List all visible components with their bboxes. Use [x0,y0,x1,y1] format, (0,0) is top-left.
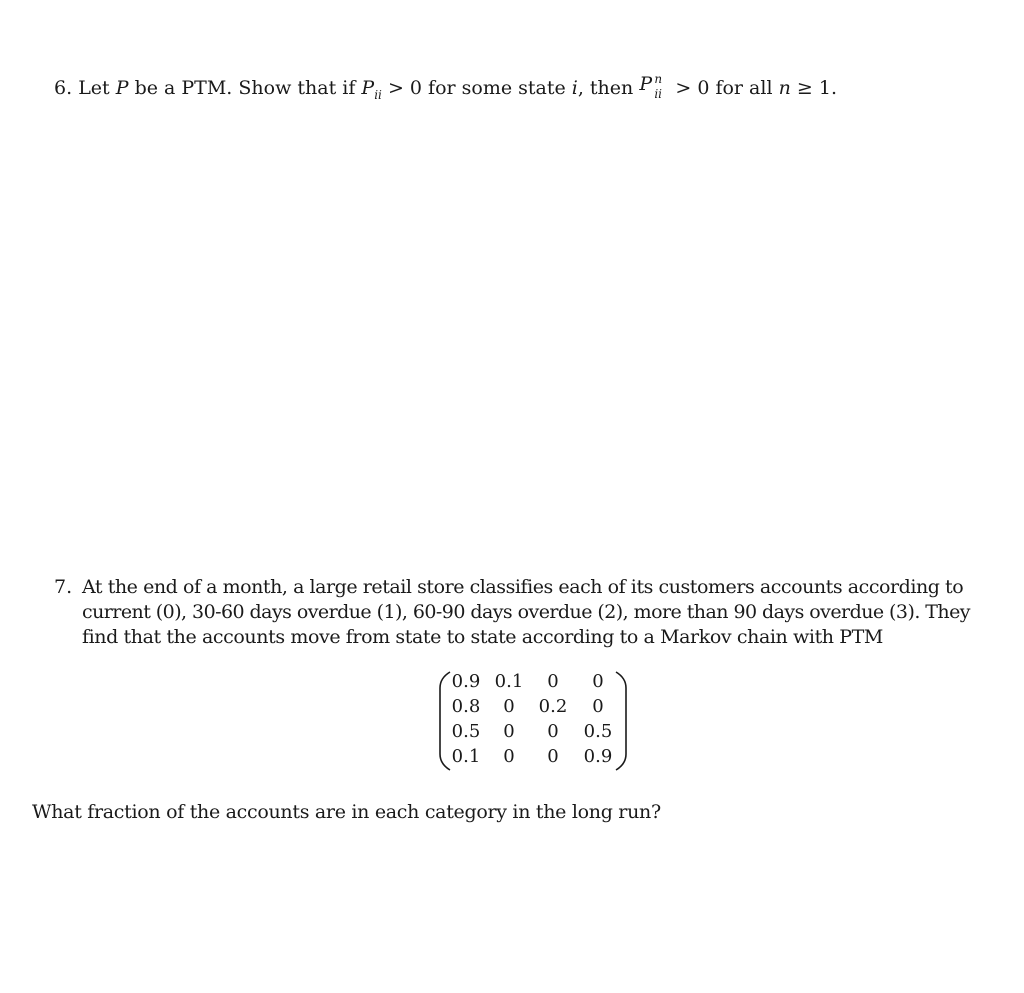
problem-7-line-3: find that the accounts move from state to state according to a Markov chain with PTM [82,626,883,648]
matrix-cell-1-3: 0 [592,696,604,717]
matrix-cell-0-2: 0 [547,671,559,692]
problem-6-text-2: be a PTM. Show that if [134,77,356,99]
var-P: P [115,77,129,99]
problem-6-text-1: Let [78,77,110,99]
matrix-cell-2-0: 0.5 [451,721,481,742]
matrix-cell-1-2: 0.2 [538,696,568,717]
var-i: i [571,77,578,99]
problem-6-text-4: , then [577,77,634,99]
problem-7-line-2: current (0), 30-60 days overdue (1), 60-90 days overdue (2), more than 90 days overdue (3). They [82,601,970,623]
matrix-cell-1-0: 0.8 [451,696,481,717]
matrix-cell-0-0: 0.9 [451,671,481,692]
matrix-cell-2-2: 0 [547,721,559,742]
matrix-cell-2-1: 0 [503,721,515,742]
problem-6 [54,74,837,100]
var-P-ii: $P_{ii}$ [361,77,382,102]
matrix-cell-2-3: 0.5 [583,721,613,742]
problem-6-text-3: > 0 for some state [387,77,566,99]
problem-7-question: What fraction of the accounts are in each category in the long run? [32,801,661,823]
problem-6-text-5: > 0 for all [675,77,773,99]
problem-7-line-1: At the end of a month, a large retail store classifies each of its customers accounts according to [82,576,964,598]
matrix-cell-3-0: 0.1 [451,746,481,767]
matrix-cell-3-1: 0 [503,746,515,767]
var-n: n [778,77,791,99]
matrix-cell-3-3: 0.9 [583,746,613,767]
matrix-cell-0-3: 0 [592,671,604,692]
transition-matrix [438,670,628,772]
var-P-n-ii: P n ii [639,72,663,101]
matrix-cell-3-2: 0 [547,746,559,767]
matrix-cell-0-1: 0.1 [494,671,524,692]
matrix-cell-1-1: 0 [503,696,515,717]
problem-7-number: 7. [54,576,73,598]
problem-6-text-6: ≥ 1. [796,77,837,99]
problem-6-number: 6. [54,77,73,99]
